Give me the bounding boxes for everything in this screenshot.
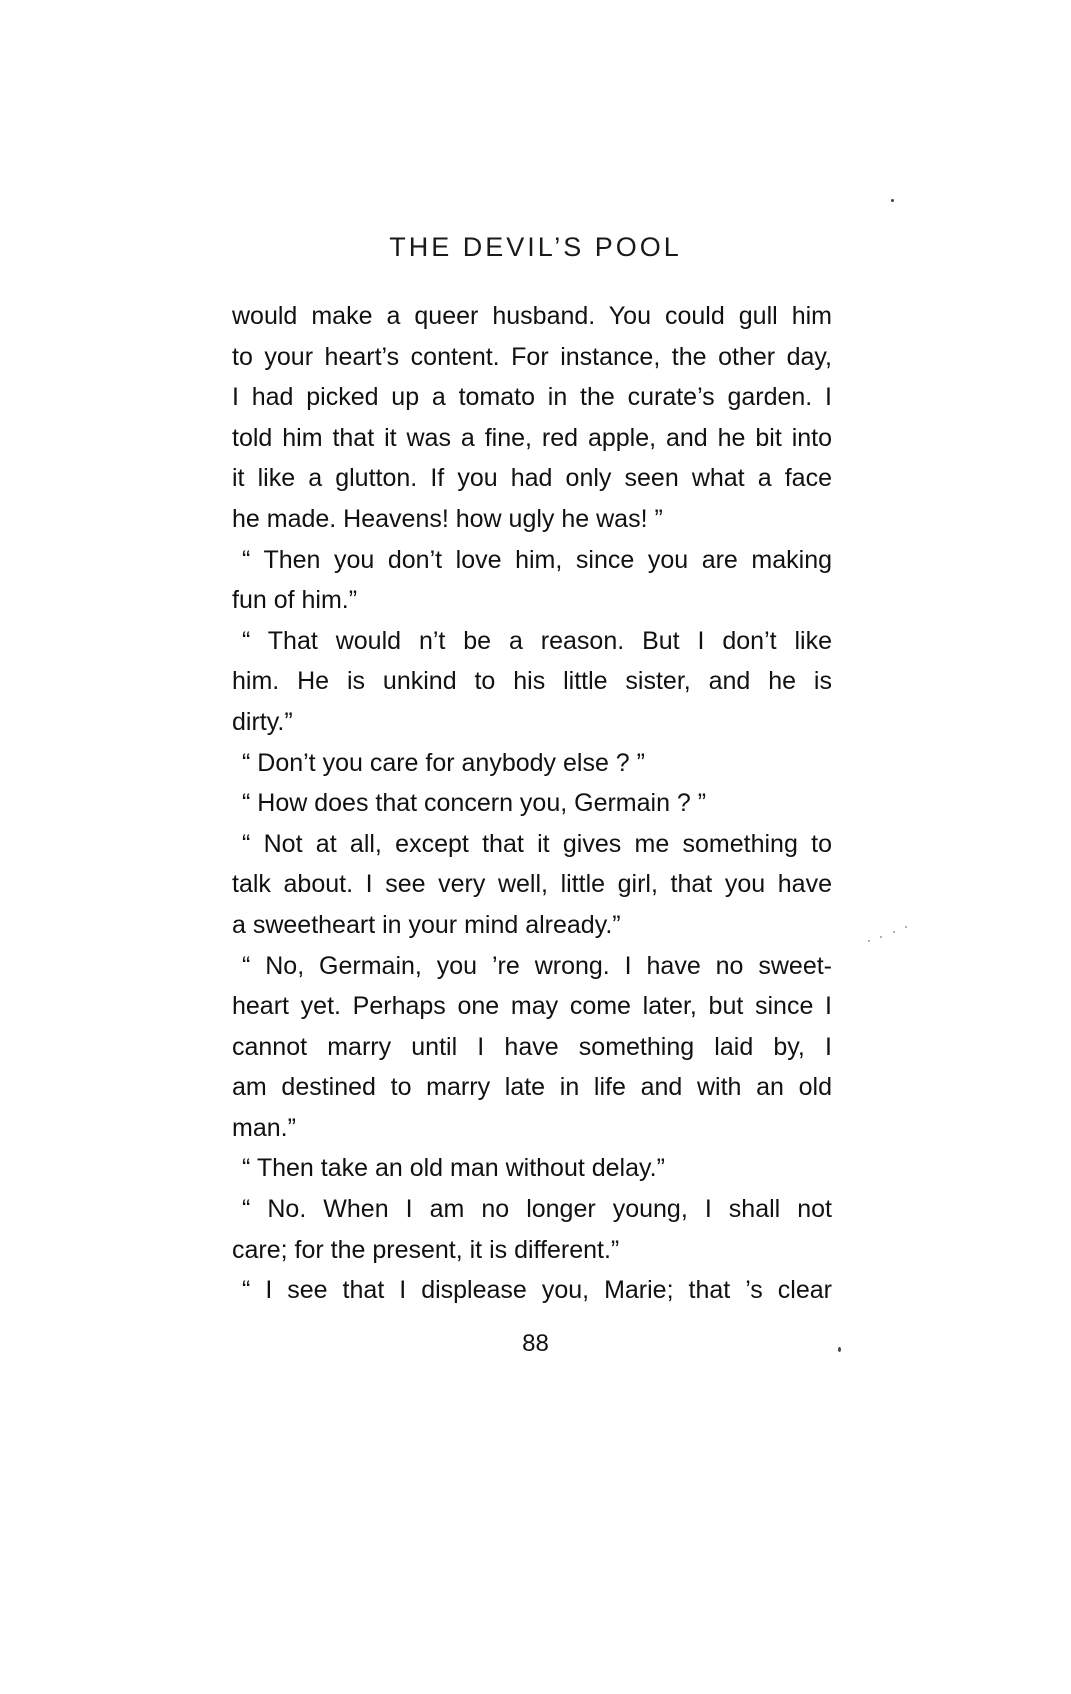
scan-speck	[868, 940, 870, 942]
text-line: “ How does that concern you, Germain ? ”	[242, 789, 707, 818]
scan-speck	[893, 931, 895, 933]
body-text	[232, 296, 832, 1311]
paragraph	[232, 621, 832, 743]
text-line: “ Then you don’t love him, since you are making	[242, 545, 832, 574]
paragraph	[232, 1189, 832, 1270]
running-head: THE DEVIL’S POOL	[389, 232, 682, 262]
paragraph	[232, 1270, 832, 1311]
paragraph	[232, 824, 832, 946]
paragraph	[232, 540, 832, 621]
text-line: cannot marry until I have something laid by, I	[232, 1032, 832, 1061]
text-line: dirty.”	[232, 707, 293, 736]
text-line: fun of him.”	[232, 586, 358, 615]
scan-speck	[891, 199, 894, 202]
text-line: “ No, Germain, you ’re wrong. I have no sweet-	[242, 951, 832, 980]
text-line: “ No. When I am no longer young, I shall not	[242, 1195, 832, 1224]
text-line: I had picked up a tomato in the curate’s garden. I	[232, 383, 832, 412]
text-line: “ Don’t you care for anybody else ? ”	[242, 748, 645, 777]
text-line: talk about. I see very well, little girl, that you have	[232, 870, 832, 899]
text-line: heart yet. Perhaps one may come later, but since I	[232, 992, 832, 1021]
text-line: “ That would n’t be a reason. But I don’t like	[242, 626, 832, 655]
text-line: “ Then take an old man without delay.”	[242, 1154, 665, 1183]
scan-speck	[905, 926, 907, 928]
text-line: care; for the present, it is different.”	[232, 1235, 620, 1264]
scan-speck	[838, 1347, 841, 1352]
text-line: he made. Heavens! how ugly he was! ”	[232, 504, 663, 533]
text-line: a sweetheart in your mind already.”	[232, 910, 621, 939]
paragraph	[232, 946, 832, 1149]
scan-speck	[880, 936, 882, 938]
text-line: it like a glutton. If you had only seen what a face	[232, 464, 832, 493]
text-line: him. He is unkind to his little sister, and he is	[232, 667, 832, 696]
paragraph	[232, 1148, 832, 1189]
text-line: told him that it was a fine, red apple, and he bit into	[232, 423, 832, 452]
paragraph	[232, 783, 832, 824]
text-line: man.”	[232, 1113, 296, 1142]
text-line: am destined to marry late in life and with an old	[232, 1073, 832, 1102]
text-line: would make a queer husband. You could gull him	[232, 302, 832, 330]
page-number: 88	[522, 1330, 549, 1357]
paragraph	[232, 743, 832, 784]
text-line: “ I see that I displease you, Marie; that ’s clear	[242, 1276, 832, 1305]
paragraph	[232, 296, 832, 540]
text-line: to your heart’s content. For instance, the other day,	[232, 342, 832, 371]
text-line: “ Not at all, except that it gives me something to	[242, 829, 832, 858]
